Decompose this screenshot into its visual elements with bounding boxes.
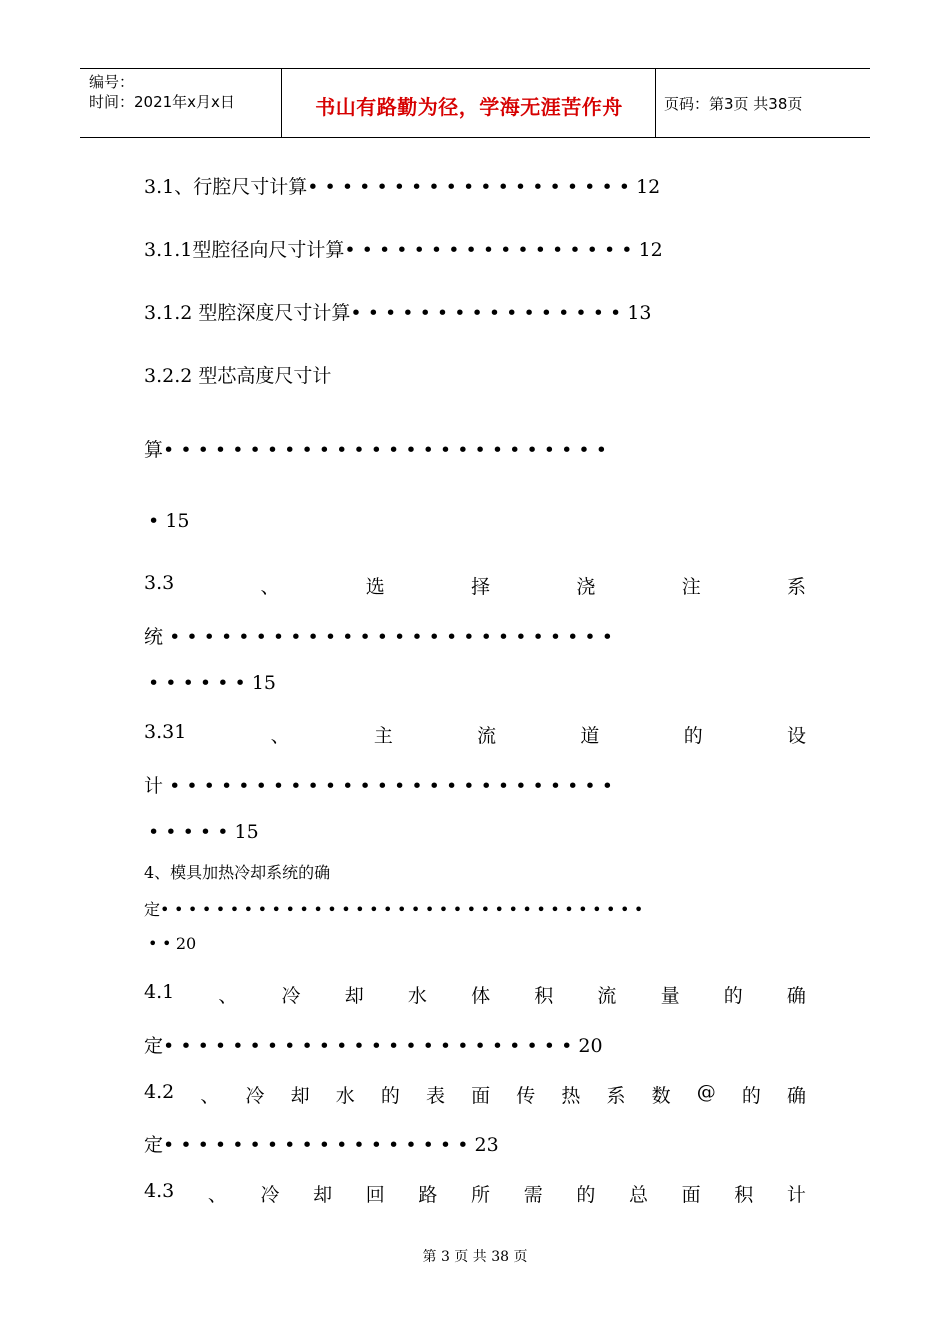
header-motto: 书山有路勤为径，学海无涯苦作舟 [315, 95, 623, 119]
toc-word: 、 [207, 1184, 227, 1206]
toc-entry-title: 3.2.2 型芯高度尺寸计 [144, 365, 332, 387]
toc-entry-title: 3.1.2 型腔深度尺寸计算 [144, 302, 351, 324]
toc-word: 冷 [260, 1184, 280, 1206]
header-meta [89, 72, 235, 112]
toc-word: 量 [660, 985, 680, 1007]
toc-entry-title-justified [144, 572, 806, 599]
toc-entry-continuation [148, 510, 190, 532]
toc-word: 3.31 [144, 721, 187, 743]
toc-entry-continuation [148, 934, 196, 953]
toc-leader-dots: •••••••••••••••• [350, 302, 628, 324]
toc-word: 的 [380, 1085, 400, 1107]
toc-word: 计 [786, 1184, 806, 1206]
toc-entry [144, 172, 660, 199]
toc-entry-page: 13 [627, 302, 652, 324]
toc-entry-page: 15 [165, 510, 190, 532]
toc-leader-dots: • [148, 510, 166, 532]
toc-word: 、 [260, 576, 280, 598]
toc-entry-continuation [144, 1031, 603, 1058]
toc-word: 设 [786, 725, 806, 747]
toc-leader-dots: •••••• [148, 672, 252, 694]
toc-entry-title: 3.1、行腔尺寸计算 [144, 176, 308, 198]
toc-word: 表 [425, 1085, 445, 1107]
toc-word: 所 [471, 1184, 491, 1206]
toc-entry-continuation [144, 435, 613, 462]
toc-leader-dots: •••••••••••••••••••••••••• [169, 626, 620, 648]
toc-entry-title-justified [144, 721, 806, 748]
toc-word: 确 [786, 1085, 806, 1107]
toc-word: 的 [741, 1085, 761, 1107]
toc-word: 却 [290, 1085, 310, 1107]
toc-word: 浇 [576, 576, 596, 598]
toc-word: 的 [683, 725, 703, 747]
toc-entry-title-cont: 定 [144, 1035, 164, 1057]
toc-word: 流 [597, 985, 617, 1007]
toc-word: 、 [218, 985, 238, 1007]
toc-entry-continuation [144, 1130, 499, 1157]
toc-word: 系 [606, 1085, 626, 1107]
toc-leader-dots: •••••••••••••••••••••••••• [169, 775, 620, 797]
toc-word: 3.3 [144, 572, 175, 594]
toc-entry-title-justified [144, 1081, 806, 1108]
toc-word: 系 [786, 576, 806, 598]
toc-word: 道 [580, 725, 600, 747]
toc-word: @ [696, 1081, 716, 1103]
header-divider [281, 69, 282, 137]
toc-entry-continuation [148, 821, 259, 843]
toc-entry-title-justified [144, 1180, 806, 1207]
toc-leader-dots: •••••••••••••••••••••••••• [163, 439, 613, 461]
toc-word: 传 [516, 1085, 536, 1107]
toc-entry [144, 298, 652, 325]
toc-entry-page: 23 [474, 1134, 499, 1156]
toc-entry-title-cont: 定 [144, 1134, 164, 1156]
toc-word: 主 [373, 725, 393, 747]
toc-word: 的 [576, 1184, 596, 1206]
toc-leader-dots: •• [148, 934, 176, 953]
toc-word: 积 [534, 985, 554, 1007]
toc-word: 、 [270, 725, 290, 747]
toc-word: 热 [561, 1085, 581, 1107]
toc-word: 冷 [245, 1085, 265, 1107]
toc-entry [144, 235, 663, 262]
toc-word: 4.3 [144, 1180, 175, 1202]
toc-entry-title-cont: 算 [144, 439, 164, 461]
toc-entry-title-cont: 定 [144, 900, 161, 919]
toc-entry-title-cont: 计 [144, 775, 164, 797]
toc-word: 注 [681, 576, 701, 598]
toc-word: 却 [344, 985, 364, 1007]
toc-word: 总 [628, 1184, 648, 1206]
toc-entry-title-cont: 统 [144, 626, 164, 648]
toc-entry-title: 3.1.1型腔径向尺寸计算 [144, 239, 345, 261]
page-footer: 第 3 页 共 38 页 [422, 1249, 528, 1265]
toc-word: 择 [471, 576, 491, 598]
toc-word: 、 [200, 1085, 220, 1107]
toc-word: 流 [477, 725, 497, 747]
toc-word: 回 [365, 1184, 385, 1206]
toc-leader-dots: ••••••••••••••••••••••••••••••••••• [160, 900, 648, 919]
toc-word: 数 [651, 1085, 671, 1107]
toc-entry-continuation [144, 622, 619, 649]
toc-leader-dots: •••••••••••••••••• [163, 1134, 475, 1156]
toc-word: 路 [418, 1184, 438, 1206]
document-time-label: 时间：2021年x月x日 [89, 93, 235, 111]
toc-entry-page: 20 [578, 1035, 603, 1057]
toc-entry-page: 15 [251, 672, 277, 694]
toc-entry-title: 4、模具加热冷却系统的确 [144, 863, 331, 882]
toc-entry-page: 15 [234, 821, 259, 843]
page-header [80, 68, 870, 138]
toc-entry-page: 20 [175, 934, 197, 953]
toc-entry-page: 12 [636, 176, 661, 198]
toc-word: 选 [365, 576, 385, 598]
toc-leader-dots: ••••••••••••••••••• [307, 176, 637, 198]
toc-leader-dots: •••••••••••••••••••••••• [163, 1035, 579, 1057]
toc-word: 水 [335, 1085, 355, 1107]
toc-word: 4.2 [144, 1081, 175, 1103]
header-page-info: 页码：第3页 共38页 [664, 95, 803, 113]
header-divider [655, 69, 656, 137]
toc-leader-dots: ••••••••••••••••• [344, 239, 639, 261]
toc-word: 积 [734, 1184, 754, 1206]
toc-entry-title-justified [144, 981, 806, 1008]
toc-word: 确 [786, 985, 806, 1007]
toc-word: 面 [681, 1184, 701, 1206]
toc-entry-continuation [148, 672, 276, 694]
toc-word: 面 [471, 1085, 491, 1107]
toc-entry-continuation [144, 897, 648, 920]
toc-leader-dots: ••••• [148, 821, 235, 843]
toc-entry-page: 12 [638, 239, 663, 261]
toc-word: 却 [313, 1184, 333, 1206]
document-number-label: 编号： [89, 73, 135, 91]
toc-entry-continuation [144, 771, 619, 798]
toc-word: 水 [407, 985, 427, 1007]
toc-word: 的 [723, 985, 743, 1007]
toc-word: 需 [523, 1184, 543, 1206]
toc-word: 体 [471, 985, 491, 1007]
toc-word: 4.1 [144, 981, 175, 1003]
toc-word: 冷 [281, 985, 301, 1007]
